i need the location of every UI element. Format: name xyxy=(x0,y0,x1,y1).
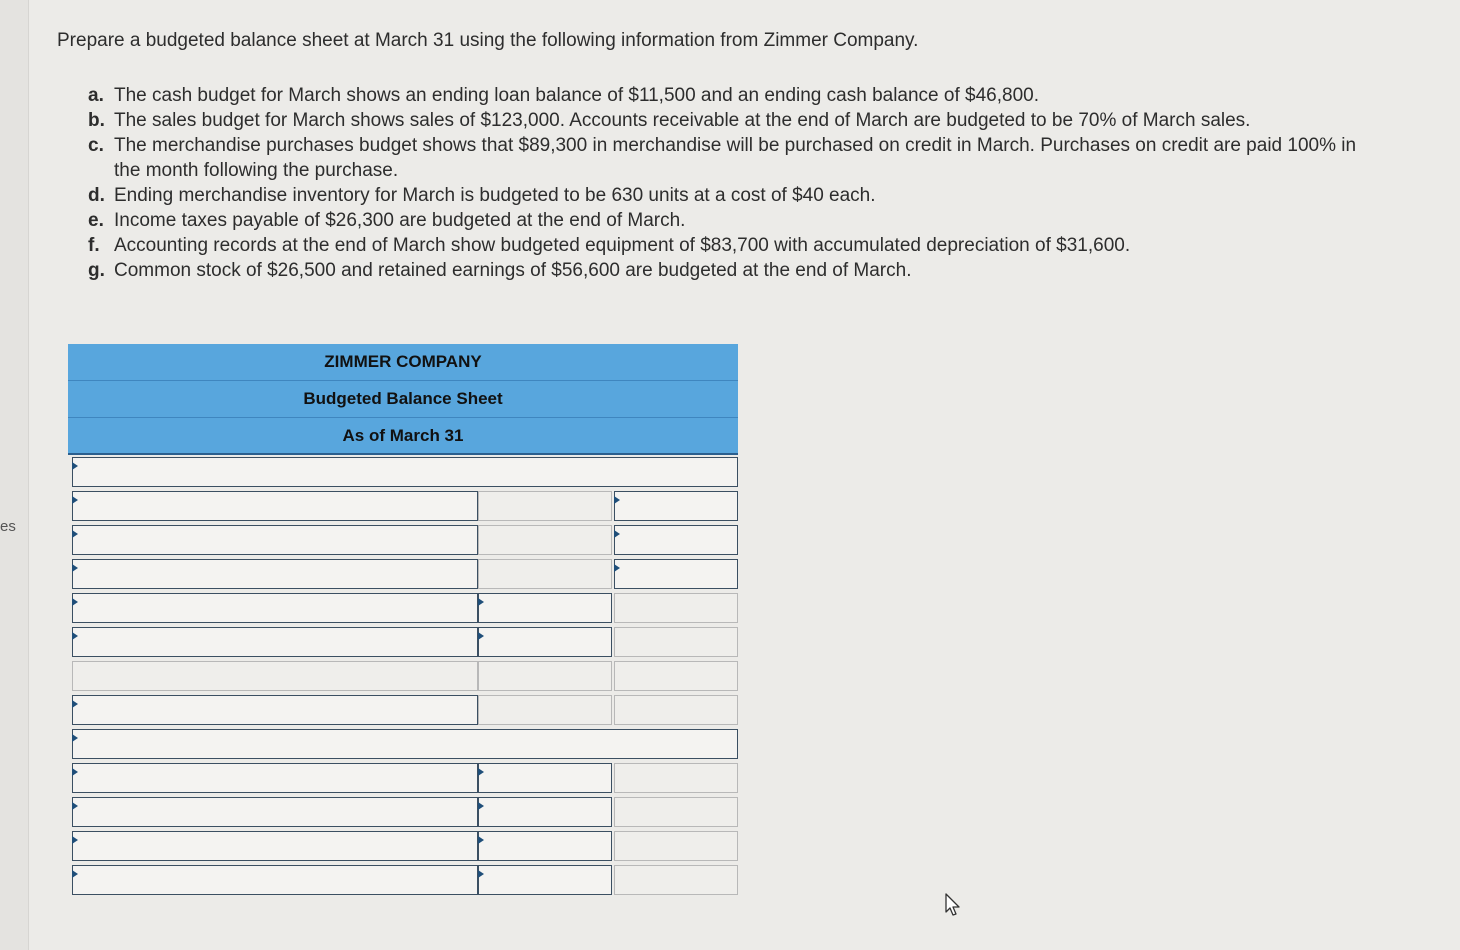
account-select[interactable] xyxy=(72,491,478,521)
dropdown-arrow-icon xyxy=(478,802,484,810)
dropdown-arrow-icon xyxy=(614,530,620,538)
amount-input[interactable] xyxy=(478,627,612,657)
requirements-list xyxy=(88,83,1358,283)
worksheet-row xyxy=(68,455,738,489)
total-input[interactable] xyxy=(614,593,738,623)
amount-input[interactable] xyxy=(478,797,612,827)
dropdown-arrow-icon xyxy=(72,530,78,538)
requirement-e: e. Income taxes payable of $26,300 are budgeted at the end of March. xyxy=(88,210,686,231)
requirement-g: g. Common stock of $26,500 and retained earnings of $56,600 are budgeted at the end of March. xyxy=(88,260,912,281)
account-select[interactable] xyxy=(72,763,478,793)
amount-input[interactable] xyxy=(478,661,612,691)
total-input[interactable] xyxy=(614,865,738,895)
worksheet-row xyxy=(68,795,738,829)
total-input[interactable] xyxy=(614,491,738,521)
requirement-f: f. Accounting records at the end of March show budgeted equipment of $83,700 with accumulated depreciation of $31,600. xyxy=(88,235,1131,256)
dropdown-arrow-icon xyxy=(72,564,78,572)
instructions-text: Prepare a budgeted balance sheet at March 31 using the following information from Zimmer Company. xyxy=(57,30,919,51)
pointer-cursor-icon xyxy=(944,893,962,917)
worksheet-row xyxy=(68,591,738,625)
amount-input[interactable] xyxy=(478,559,612,589)
total-input[interactable] xyxy=(614,525,738,555)
statement-title-header: Budgeted Balance Sheet xyxy=(68,381,738,418)
dropdown-arrow-icon xyxy=(614,496,620,504)
dropdown-arrow-icon xyxy=(478,870,484,878)
balance-sheet-worksheet xyxy=(68,344,738,897)
worksheet-row xyxy=(68,625,738,659)
worksheet-row xyxy=(68,523,738,557)
total-input[interactable] xyxy=(614,763,738,793)
dropdown-arrow-icon xyxy=(72,768,78,776)
account-select[interactable] xyxy=(72,797,478,827)
dropdown-arrow-icon xyxy=(72,462,78,470)
dropdown-arrow-icon xyxy=(72,836,78,844)
dropdown-arrow-icon xyxy=(478,768,484,776)
section-label-select[interactable] xyxy=(72,729,738,759)
statement-date-header: As of March 31 xyxy=(68,418,738,455)
amount-input[interactable] xyxy=(478,491,612,521)
dropdown-arrow-icon xyxy=(72,734,78,742)
amount-input[interactable] xyxy=(478,763,612,793)
worksheet-row xyxy=(68,693,738,727)
requirement-d: d. Ending merchandise inventory for March is budgeted to be 630 units at a cost of $40 each. xyxy=(88,185,876,206)
requirement-b: b. The sales budget for March shows sales of $123,000. Accounts receivable at the end of March are budgeted to be 70% of March sales. xyxy=(88,110,1251,131)
account-select[interactable] xyxy=(72,695,478,725)
dropdown-arrow-icon xyxy=(614,564,620,572)
total-input[interactable] xyxy=(614,661,738,691)
account-select[interactable] xyxy=(72,865,478,895)
amount-input[interactable] xyxy=(478,695,612,725)
amount-input[interactable] xyxy=(478,525,612,555)
total-input[interactable] xyxy=(614,797,738,827)
total-input[interactable] xyxy=(614,831,738,861)
amount-input[interactable] xyxy=(478,865,612,895)
dropdown-arrow-icon xyxy=(478,598,484,606)
requirement-a: a. The cash budget for March shows an ending loan balance of $11,500 and an ending cash balance of $46,800. xyxy=(88,85,1039,106)
dropdown-arrow-icon xyxy=(72,870,78,878)
dropdown-arrow-icon xyxy=(72,802,78,810)
worksheet-row xyxy=(68,727,738,761)
left-margin-strip xyxy=(0,0,29,950)
margin-label: es xyxy=(0,518,16,535)
total-input[interactable] xyxy=(614,559,738,589)
worksheet-row xyxy=(68,761,738,795)
account-select[interactable] xyxy=(72,525,478,555)
worksheet-row xyxy=(68,863,738,897)
worksheet-row xyxy=(68,659,738,693)
worksheet-row xyxy=(68,557,738,591)
dropdown-arrow-icon xyxy=(72,632,78,640)
worksheet-row xyxy=(68,489,738,523)
total-input[interactable] xyxy=(614,627,738,657)
worksheet-grid xyxy=(68,455,738,897)
requirement-c: c. The merchandise purchases budget shows that $89,300 in merchandise will be purchased on credit in March. Purchases on credit are paid 100% in the month following the purchase. xyxy=(88,135,1357,181)
dropdown-arrow-icon xyxy=(478,632,484,640)
dropdown-arrow-icon xyxy=(72,700,78,708)
section-label-select[interactable] xyxy=(72,457,738,487)
account-select[interactable] xyxy=(72,559,478,589)
account-select[interactable] xyxy=(72,593,478,623)
account-select[interactable] xyxy=(72,661,478,691)
account-select[interactable] xyxy=(72,831,478,861)
account-select[interactable] xyxy=(72,627,478,657)
total-input[interactable] xyxy=(614,695,738,725)
dropdown-arrow-icon xyxy=(72,496,78,504)
company-name-header: ZIMMER COMPANY xyxy=(68,344,738,381)
dropdown-arrow-icon xyxy=(478,836,484,844)
worksheet-row xyxy=(68,829,738,863)
amount-input[interactable] xyxy=(478,593,612,623)
amount-input[interactable] xyxy=(478,831,612,861)
dropdown-arrow-icon xyxy=(72,598,78,606)
